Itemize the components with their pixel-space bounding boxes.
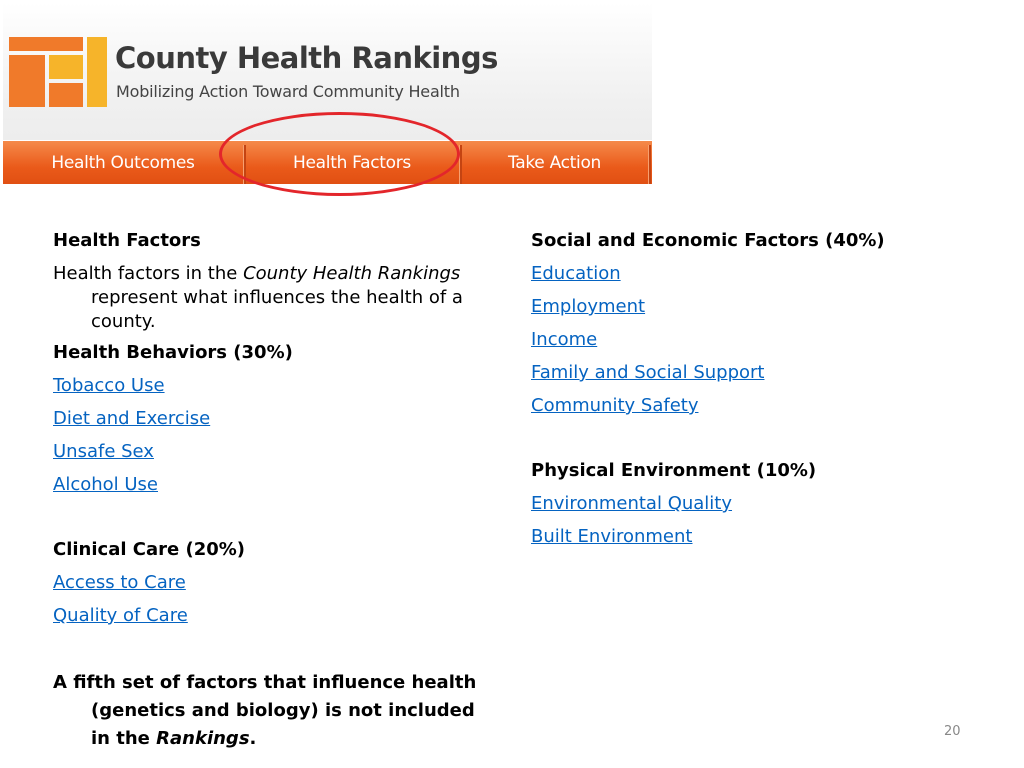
right-column xyxy=(531,229,971,558)
health-factors-heading: Health Factors xyxy=(53,230,201,251)
intro-emphasis: County Health Rankings xyxy=(243,263,461,284)
link-unsafe-sex[interactable]: Unsafe Sex xyxy=(53,441,154,462)
note-text: A fifth set of factors that influence health (genetics and biology) is not included in the xyxy=(53,672,477,749)
main-nav xyxy=(3,140,652,184)
slide-page-number: 20 xyxy=(944,724,961,739)
intro-text: Health factors in the xyxy=(53,263,244,284)
link-tobacco-use[interactable]: Tobacco Use xyxy=(53,375,165,396)
note-text-end: . xyxy=(249,728,257,749)
nav-take-action[interactable]: Take Action xyxy=(507,153,602,173)
link-family-and-social-support[interactable]: Family and Social Support xyxy=(531,362,765,383)
link-access-to-care[interactable]: Access to Care xyxy=(53,572,186,593)
county-health-rankings-logo-icon xyxy=(9,37,107,107)
intro-text-end: represent what influences the health of a county. xyxy=(91,287,463,332)
link-built-environment[interactable]: Built Environment xyxy=(531,526,693,547)
brand-subtitle: Mobilizing Action Toward Community Health xyxy=(116,82,460,101)
nav-health-factors[interactable]: Health Factors xyxy=(293,153,411,173)
link-community-safety[interactable]: Community Safety xyxy=(531,395,699,416)
note-emphasis: Rankings xyxy=(156,728,250,749)
link-quality-of-care[interactable]: Quality of Care xyxy=(53,605,188,626)
link-education[interactable]: Education xyxy=(531,263,621,284)
link-diet-and-exercise[interactable]: Diet and Exercise xyxy=(53,408,211,429)
physical-environment-heading: Physical Environment (10%) xyxy=(531,460,817,481)
health-behaviors-heading: Health Behaviors (30%) xyxy=(53,342,293,363)
left-column xyxy=(53,229,493,753)
brand-title: County Health Rankings xyxy=(115,41,498,75)
link-income[interactable]: Income xyxy=(531,329,598,350)
social-economic-heading: Social and Economic Factors (40%) xyxy=(531,230,885,251)
clinical-care-heading: Clinical Care (20%) xyxy=(53,539,246,560)
genetics-note xyxy=(53,669,493,753)
link-environmental-quality[interactable]: Environmental Quality xyxy=(531,493,733,514)
nav-divider xyxy=(648,145,651,184)
nav-health-outcomes[interactable]: Health Outcomes xyxy=(51,153,195,173)
link-employment[interactable]: Employment xyxy=(531,296,646,317)
link-alcohol-use[interactable]: Alcohol Use xyxy=(53,474,158,495)
health-factors-intro xyxy=(53,262,493,334)
site-header-banner xyxy=(3,3,652,184)
